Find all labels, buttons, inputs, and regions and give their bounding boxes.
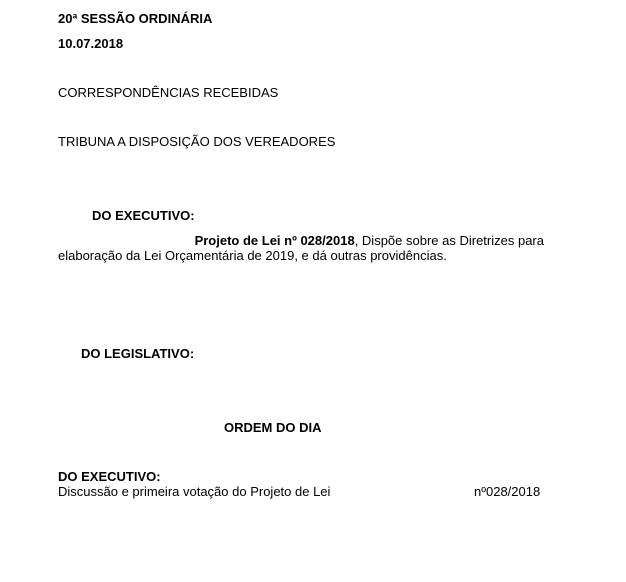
legislativo-heading: DO LEGISLATIVO: [81, 346, 195, 361]
ordem-executivo-heading: DO EXECUTIVO: [58, 469, 161, 484]
section-correspondencias: CORRESPONDÊNCIAS RECEBIDAS [58, 85, 279, 100]
bill-text-line1: , Dispõe sobre as Diretrizes para [354, 233, 544, 248]
bill-label: Projeto de Lei nº 028/2018 [194, 233, 355, 248]
session-date: 10.07.2018 [58, 36, 124, 51]
executivo-bill-paragraph [58, 233, 544, 263]
ordem-item-number: nº028/2018 [474, 484, 541, 499]
bill-paragraph-line1 [58, 233, 544, 248]
executivo-heading: DO EXECUTIVO: [92, 208, 195, 223]
ordem-item-text: Discussão e primeira votação do Projeto de Lei [58, 484, 331, 499]
ordem-do-dia-heading: ORDEM DO DIA [224, 420, 322, 435]
section-tribuna: TRIBUNA A DISPOSIÇÃO DOS VEREADORES [58, 134, 336, 149]
session-title: 20ª SESSÃO ORDINÁRIA [58, 11, 213, 26]
bill-text-line2: elaboração da Lei Orçamentária de 2019, e dá outras providências. [58, 248, 447, 263]
